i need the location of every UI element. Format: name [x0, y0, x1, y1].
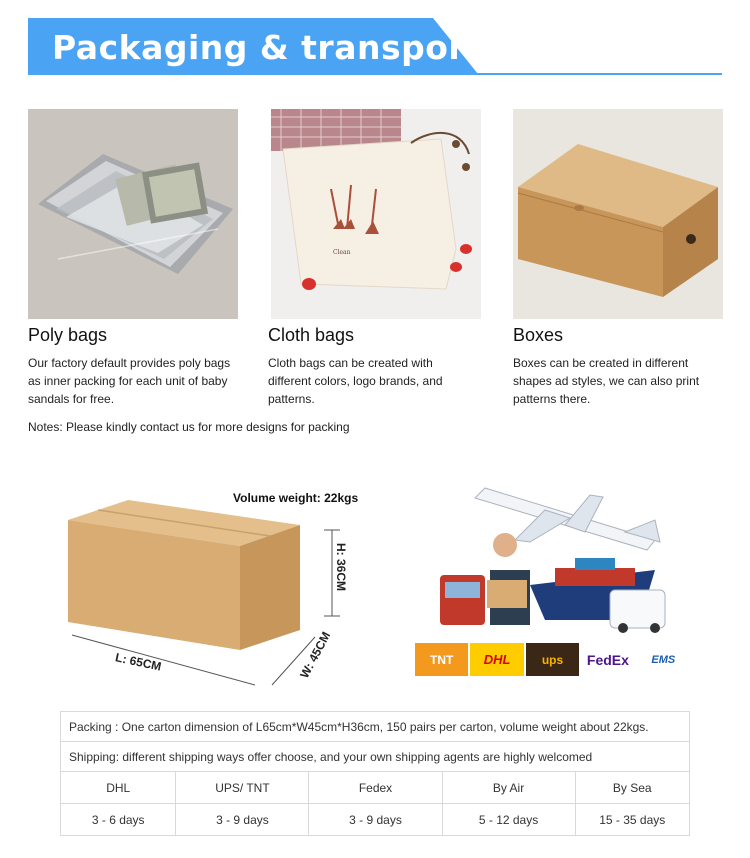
packing-info: Packing : One carton dimension of L65cm*W45cm*H36cm, 150 pairs per carton, volume weight about 22kgs.	[61, 712, 690, 742]
header-fedex: Fedex	[309, 772, 442, 804]
ups-logo: ups	[526, 643, 579, 676]
packing-row	[61, 712, 690, 742]
header-ups-tnt: UPS/ TNT	[176, 772, 309, 804]
time-dhl: 3 - 6 days	[61, 804, 176, 836]
page-title: Packaging & transport	[52, 28, 482, 67]
fedex-logo: FedEx	[581, 643, 634, 676]
header-dhl: DHL	[61, 772, 176, 804]
boxes-title: Boxes	[513, 325, 564, 345]
length-label: L: 65CM	[114, 650, 163, 674]
ems-logo: EMS	[637, 643, 690, 676]
time-fedex: 3 - 9 days	[309, 804, 442, 836]
time-by-air: 5 - 12 days	[442, 804, 575, 836]
poly-bags-photo	[28, 109, 238, 319]
cloth-bags-title: Cloth bags	[268, 325, 355, 345]
section-banner	[28, 18, 722, 76]
logistics-illustration	[415, 470, 700, 645]
courier-logos	[415, 643, 690, 676]
banner-underline	[28, 73, 722, 75]
boxes-description: Boxes can be created in different shapes ad styles, we can also print patterns there.	[513, 356, 700, 406]
volume-weight-label: Volume weight: 22kgs	[233, 491, 359, 505]
height-label: H: 36CM	[334, 542, 349, 592]
width-label: W: 45CM	[297, 629, 334, 681]
table-header-row	[61, 772, 690, 804]
tnt-logo: TNT	[415, 643, 468, 676]
packing-notes: Notes: Please kindly contact us for more designs for packing	[28, 420, 350, 434]
carton-illustration	[60, 480, 380, 690]
shipping-info: Shipping: different shipping ways offer choose, and your own shipping agents are highly welcomed	[61, 742, 690, 772]
table-row	[61, 804, 690, 836]
header-by-sea: By Sea	[575, 772, 689, 804]
time-by-sea: 15 - 35 days	[575, 804, 689, 836]
header-by-air: By Air	[442, 772, 575, 804]
shipping-table	[60, 711, 690, 836]
shipping-row	[61, 742, 690, 772]
box-photo	[513, 109, 723, 319]
poly-bags-description: Our factory default provides poly bags as inner packing for each unit of baby sandals for free.	[28, 356, 231, 406]
time-ups-tnt: 3 - 9 days	[176, 804, 309, 836]
poly-bags-title: Poly bags	[28, 325, 108, 345]
cloth-bags-description: Cloth bags can be created with different colors, logo brands, and patterns.	[268, 356, 443, 406]
cloth-bag-print: Clean	[333, 249, 351, 256]
cloth-bag-photo	[271, 109, 481, 319]
dhl-logo: DHL	[470, 643, 523, 676]
